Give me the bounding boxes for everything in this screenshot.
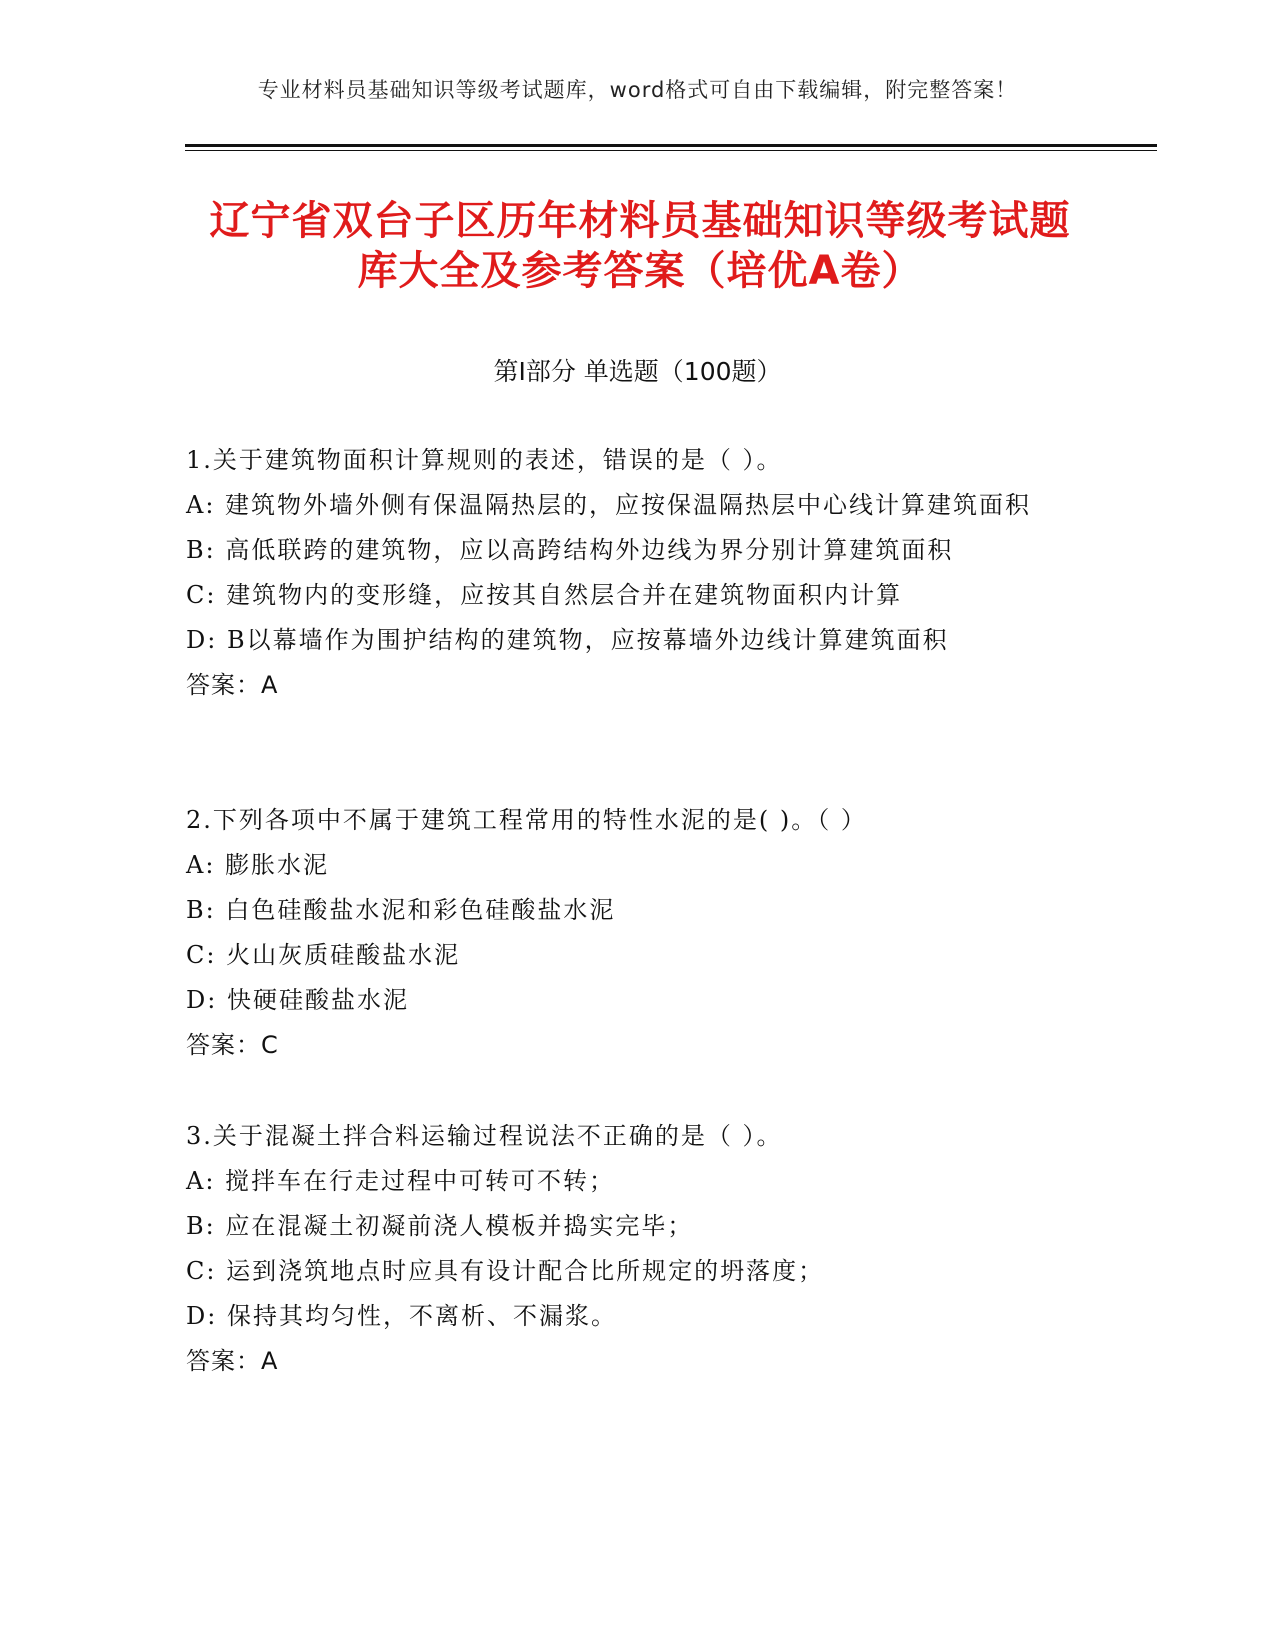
question-stem: 2.下列各项中不属于建筑工程常用的特性水泥的是( )。（ ） [186,806,867,834]
question-1 [186,438,1086,708]
option-a: A: 搅拌车在行走过程中可转可不转； [186,1167,616,1195]
option-d: D: 保持其均匀性，不离析、不漏浆。 [186,1302,617,1330]
option-c: C: 火山灰质硅酸盐水泥 [186,941,461,969]
header-rule-thin [185,150,1157,151]
option-a: A: 建筑物外墙外侧有保温隔热层的，应按保温隔热层中心线计算建筑面积 [186,491,1032,519]
question-2 [186,798,1086,1068]
section-title: 第Ⅰ部分 单选题（100题） [493,357,782,386]
question-stem: 3.关于混凝土拌合料运输过程说法不正确的是（ ）。 [186,1122,783,1150]
option-c: C: 建筑物内的变形缝，应按其自然层合并在建筑物面积内计算 [186,581,903,609]
option-c: C: 运到浇筑地点时应具有设计配合比所规定的坍落度； [186,1257,825,1285]
option-b: B: 白色硅酸盐水泥和彩色硅酸盐水泥 [186,896,616,924]
option-d: D: 快硬硅酸盐水泥 [186,986,409,1014]
document-title: 辽宁省双台子区历年材料员基础知识等级考试题库大全及参考答案（培优A卷） [209,198,1071,294]
option-d: D: B以幕墙作为围护结构的建筑物，应按幕墙外边线计算建筑面积 [186,626,949,654]
page-header: 专业材料员基础知识等级考试题库，word格式可自由下载编辑，附完整答案！ [257,78,1018,102]
option-b: B: 应在混凝土初凝前浇人模板并捣实完毕； [186,1212,694,1240]
answer: 答案：A [186,1347,279,1375]
option-b: B: 高低联跨的建筑物，应以高跨结构外边线为界分别计算建筑面积 [186,536,954,564]
option-a: A: 膨胀水泥 [186,851,330,879]
answer: 答案：C [186,1031,279,1059]
answer: 答案：A [186,671,279,699]
question-stem: 1.关于建筑物面积计算规则的表述，错误的是（ ）。 [186,446,783,474]
question-3 [186,1114,1086,1384]
header-rule-thick [185,144,1157,147]
